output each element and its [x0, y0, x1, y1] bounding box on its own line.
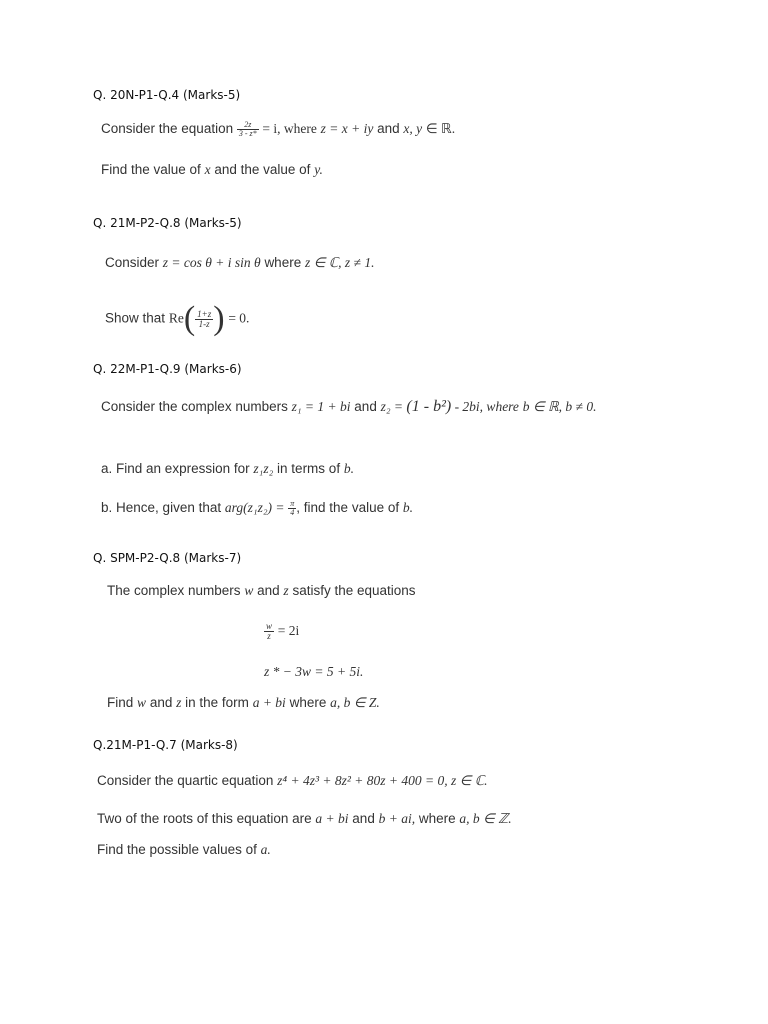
fraction [195, 310, 213, 329]
equation-line [264, 622, 299, 641]
question-line [107, 695, 380, 711]
math-operator: Re [168, 310, 184, 326]
question-header: Q. 22M-P1-Q.9 (Marks-6) [93, 362, 242, 376]
fraction-numerator: w [266, 621, 273, 631]
math-expression: a, b ∈ ℤ. [459, 811, 512, 826]
math-expression: (1 - b²) [406, 398, 452, 415]
math-expression: b + ai, [378, 811, 416, 826]
math-expression: z = cos θ + i sin θ [162, 255, 261, 270]
math-expression: a + bi [315, 811, 349, 826]
math-expression: a + bi [252, 695, 286, 710]
question-line [105, 300, 249, 338]
line-text: Find the value of [101, 162, 201, 177]
line-text: and [377, 121, 400, 137]
math-expression: a, b ∈ Z. [330, 695, 380, 710]
math-variable: x [204, 162, 211, 177]
math-expression: = 2i [277, 623, 300, 639]
equation-line [264, 664, 363, 680]
part-label: a. [101, 461, 113, 476]
question-header: Q.21M-P1-Q.7 (Marks-8) [93, 738, 238, 752]
math-expression: z ∈ ℂ, z ≠ 1. [304, 255, 375, 270]
math-variable: b. [402, 500, 413, 516]
line-text: in the form [185, 695, 249, 710]
line-text: and the value of [214, 162, 311, 177]
question-line [97, 842, 271, 858]
question-header: Q. SPM-P2-Q.8 (Marks-7) [93, 551, 242, 565]
question-line [105, 255, 374, 271]
math-variable: w [244, 583, 254, 598]
math-expression: z = x + iy [320, 121, 374, 137]
line-text: where [289, 695, 327, 710]
fraction [264, 622, 274, 641]
math-expression: x, y [403, 121, 423, 137]
line-text: and [149, 695, 173, 710]
part-label: b. [101, 500, 113, 516]
question-part [101, 500, 413, 517]
line-text: Hence, given that [116, 500, 222, 516]
math-variable: z [176, 695, 182, 710]
line-text: satisfy the equations [292, 583, 416, 598]
fraction-denominator: 1-z [195, 319, 213, 329]
question-header: Q. 21M-P2-Q.8 (Marks-5) [93, 216, 242, 230]
fraction-numerator: 1+z [197, 308, 212, 319]
line-text: Find the possible values of [97, 842, 257, 857]
line-text: Show that [105, 310, 166, 326]
line-text: and [354, 399, 377, 414]
line-text: where [264, 255, 302, 270]
line-text: Find [107, 695, 134, 710]
line-text: in terms of [277, 461, 341, 476]
math-variable: b. [343, 461, 354, 476]
question-line [101, 162, 323, 178]
line-text: and [257, 583, 280, 598]
math-expression: z⁴ + 4z³ + 8z² + 80z + 400 = 0, z ∈ ℂ. [277, 773, 488, 788]
math-expression: z₁z₂ [253, 461, 274, 476]
fraction [237, 121, 259, 138]
question-line [107, 583, 416, 599]
question-header: Q. 20N-P1-Q.4 (Marks-5) [93, 88, 241, 102]
question-line [101, 398, 596, 416]
fraction-numerator: 2z [244, 120, 252, 129]
math-variable: z [283, 583, 289, 598]
question-line [97, 773, 488, 789]
question-line [101, 121, 455, 138]
line-text: Two of the roots of this equation are [97, 811, 312, 826]
left-paren: ( [183, 300, 196, 337]
line-text: Find an expression for [116, 461, 250, 476]
line-text: Consider [105, 255, 160, 270]
fraction-denominator: 3 - z* [238, 129, 257, 138]
fraction-denominator: 4 [288, 508, 296, 517]
math-expression: z₂ = [380, 399, 407, 414]
math-variable: w [137, 695, 147, 710]
math-expression: arg(z₁z₂) = [224, 500, 285, 516]
line-text: Consider the complex numbers [101, 399, 288, 414]
question-line [97, 811, 512, 827]
line-text: and [352, 811, 375, 826]
fraction-denominator: z [264, 631, 274, 641]
math-expression: b ∈ ℝ, b ≠ 0. [522, 399, 597, 414]
fraction-numerator: π [290, 499, 295, 508]
line-text: , find the value of [296, 500, 400, 516]
math-expression: z₁ = 1 + bi [291, 399, 351, 414]
math-variable: y. [314, 162, 323, 177]
question-part [101, 461, 354, 477]
math-variable: a. [260, 842, 271, 857]
line-text: Consider the equation [101, 121, 234, 137]
line-text: The complex numbers [107, 583, 241, 598]
line-text: where [418, 811, 456, 826]
line-text: Consider the quartic equation [97, 773, 274, 788]
math-expression: = 0. [228, 310, 250, 326]
math-expression: z * − 3w = 5 + 5i. [264, 664, 364, 679]
right-paren: ) [213, 300, 225, 337]
math-expression: - 2bi, where [451, 399, 519, 414]
math-expression: ∈ ℝ. [425, 121, 456, 137]
math-expression: = i, where [262, 121, 317, 137]
